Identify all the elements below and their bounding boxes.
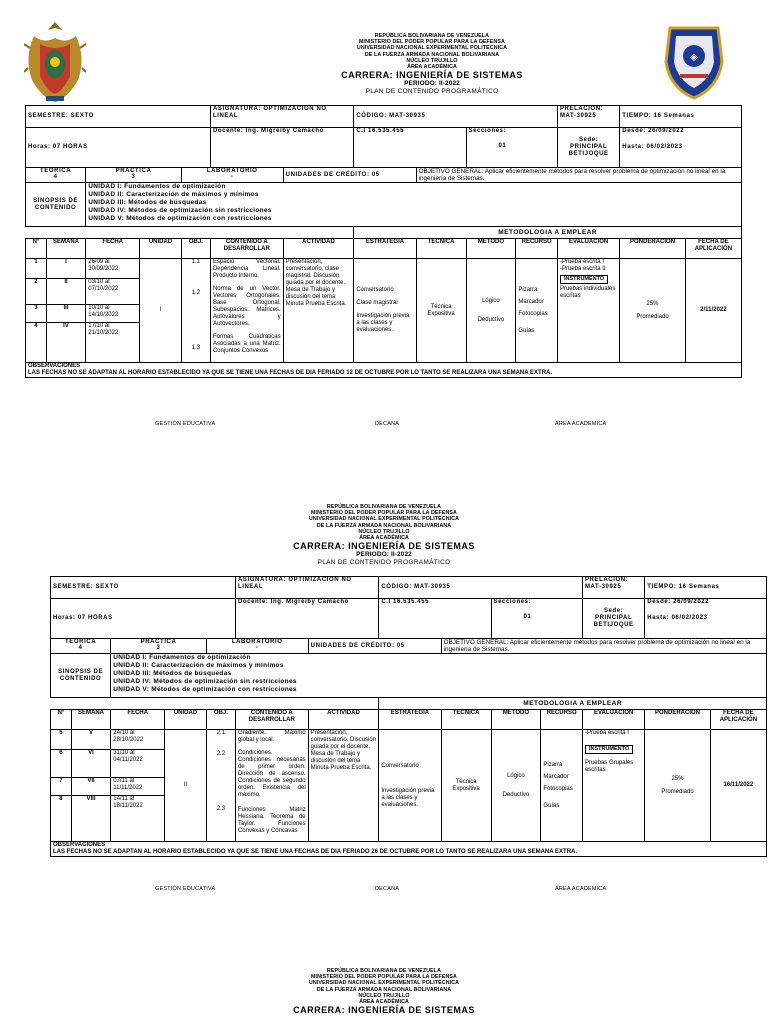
col-header: Nº <box>26 239 47 259</box>
unidad-item: UNIDAD IV: Métodos de optimización sin restricciones <box>113 678 297 685</box>
contenido-item: Espacio Vectorial. Dependencia Lineal. Producto Interno. <box>212 259 281 279</box>
row-fecha: 03/10 al 07/10/2022 <box>86 279 140 305</box>
col-header: PONDERACIÓN <box>620 239 685 259</box>
row-fecha: 26/09 al 30/09/2022 <box>86 259 140 279</box>
fechas-cell <box>645 599 767 639</box>
prelacion-cell: PRELACIÓN: MAT-30925 <box>557 106 619 128</box>
laboratorio-label: LABORATORIO <box>206 168 258 174</box>
unidad-item: UNIDAD III: Métodos de búsquedas <box>113 670 232 677</box>
observaciones-cell <box>51 842 767 857</box>
institution-header <box>0 33 768 96</box>
estrategia-item: Investigación previa a las clases y evaluaciones. <box>356 313 410 333</box>
instrumento-label: INSTRUMENTO <box>560 275 608 284</box>
practica-label: PRACTICA <box>115 168 152 174</box>
header-line: UNIVERSIDAD NACIONAL EXPERIMENTAL POLITÉCNICA <box>356 45 508 52</box>
semestre-cell: SEMESTRE: SEXTO <box>26 106 211 128</box>
row-semana: V <box>71 730 110 750</box>
row-number: 7 <box>51 778 72 796</box>
row-fecha: 10/10 al 14/10/2022 <box>86 305 140 323</box>
secciones-label: Secciones: <box>493 599 532 605</box>
tecnica-cell: Técnica Expositiva <box>441 730 491 842</box>
contenido-item: Norma de un Vector. Vectores Ortogonales. Base Ortogonal. Subespacios. Matrices. Autovalores y Autovectores. <box>212 286 281 327</box>
laboratorio-value: - <box>230 174 234 180</box>
estrategia-cell <box>379 730 441 842</box>
institution-header <box>0 504 768 567</box>
sede-cell: Sede: PRINCIPAL BETIJOQUE <box>557 128 619 168</box>
actividad-cell: Presentación, conversatorio, clase magistral. Discusión guiada por el docente. Mesa de Trabajo y discusión del tema Minuta Prueba Escrita. <box>283 259 354 363</box>
tiempo-cell: TIEMPO: 16 Semanas <box>645 577 767 599</box>
secciones-cell <box>491 599 582 639</box>
teorica-label: TEORICA <box>40 168 72 174</box>
col-header: METODO <box>466 239 516 259</box>
row-semana: I <box>46 259 85 279</box>
row-number: 4 <box>26 323 47 363</box>
sinopsis-content <box>111 654 767 698</box>
unidad-item: UNIDAD I: Fundamentos de optimización <box>88 183 226 190</box>
sinopsis-label: SINOPSIS DE CONTENIDO <box>26 183 86 227</box>
instrumento-value: Pruebas individuales escritas <box>559 286 616 299</box>
blank-cell <box>26 227 354 239</box>
estrategia-item: Investigación previa a las clases y evaluaciones. <box>381 787 435 808</box>
practica-value: 3 <box>156 645 161 651</box>
header-line: REPÚBLICA BOLIVARIANA DE VENEZUELA <box>374 33 490 39</box>
secciones-label: Secciones: <box>468 128 507 134</box>
metodologia-header: METODOLOGIA A EMPLEAR <box>354 227 742 239</box>
col-header: OBJ. <box>181 239 210 259</box>
unidad-item: UNIDAD III: Métodos de búsquedas <box>88 199 207 206</box>
obj-item: 1.3 <box>191 345 201 351</box>
header-line: ÁREA ACADÉMICA <box>407 64 457 71</box>
obj-item: 2.3 <box>216 806 226 812</box>
header-line: NÚCLEO TRUJILLO <box>358 528 410 535</box>
periodo-label: PERIODO: II-2022 <box>404 80 460 88</box>
ponderacion-value: 25% <box>671 775 684 782</box>
row-fecha: 07/11 al 11/11/2022 <box>111 778 165 796</box>
sinopsis-label: SINOPSIS DE CONTENIDO <box>51 654 111 698</box>
plan-title: PLAN DE CONTENIDO PROGRAMÁTICO <box>317 559 451 567</box>
teorica-value: 4 <box>53 174 58 180</box>
contenido-cell <box>235 730 308 842</box>
career-title: CARRERA: INGENIERÍA DE SISTEMAS <box>341 70 523 81</box>
fechas-cell <box>620 128 742 168</box>
header-line: NÚCLEO TRUJILLO <box>358 992 410 999</box>
header-line: ÁREA ACADÉMICA <box>359 535 409 542</box>
row-number: 6 <box>51 750 72 778</box>
col-header: CONTENIDO A DESARROLLAR <box>210 239 283 259</box>
estrategia-item: Conversatorio <box>381 762 419 769</box>
hasta-label: Hasta: 06/02/2023 <box>622 144 683 150</box>
col-header: FECHA <box>111 710 165 730</box>
col-header: Nº <box>51 710 72 730</box>
contenido-item: Formas Cuadráticas Asociadas a una Matriz. Conjuntos Convexos <box>212 334 281 354</box>
col-header: EVALUACIÓN <box>582 710 644 730</box>
evaluacion-cell <box>582 730 644 842</box>
creditos-cell: UNIDADES DE CRÉDITO: 05 <box>283 168 416 183</box>
recurso-cell <box>541 730 583 842</box>
recurso-item: Pizarra <box>518 286 538 293</box>
ponderacion-cell <box>645 730 710 842</box>
header-line: DE LA FUERZA ARMADA NACIONAL BOLIVARIANA <box>316 522 452 529</box>
header-line: DE LA FUERZA ARMADA NACIONAL BOLIVARIANA <box>316 986 452 993</box>
header-line: REPÚBLICA BOLIVARIANA DE VENEZUELA <box>326 504 442 510</box>
col-header: ESTRATEGIA <box>379 710 441 730</box>
objetivo-cell: OBJETIVO GENERAL: Aplicar eficientemente métodos para resolver problema de optimización no lineal en la ingeniería de Sistemas. <box>441 639 766 654</box>
semestre-cell: SEMESTRE: SEXTO <box>51 577 236 599</box>
recurso-item: Guías <box>543 802 560 809</box>
recurso-item: Fotocopias <box>518 310 548 317</box>
obj-item: 1.2 <box>191 290 201 296</box>
objetivo-cell: OBJETIVO GENERAL: Aplicar eficientemente métodos para resolver problema de optimización no lineal en la ingeniería de Sistemas. <box>416 168 741 183</box>
row-number: 2 <box>26 279 47 305</box>
unidad-cell: II <box>165 730 207 842</box>
metodo-item: Deductivo <box>502 791 530 798</box>
row-number: 1 <box>26 259 47 279</box>
metodologia-header: METODOLOGIA A EMPLEAR <box>379 698 767 710</box>
laboratorio-cell <box>206 639 308 654</box>
col-header: ACTIVIDAD <box>308 710 379 730</box>
col-header: UNIDAD <box>165 710 207 730</box>
col-header: OBJ. <box>206 710 235 730</box>
row-semana: VII <box>71 778 110 796</box>
recurso-item: Marcador <box>543 773 569 780</box>
unidad-item: UNIDAD V: Métodos de optimización con restricciones <box>113 686 297 693</box>
horas-cell: Horas: 07 HORAS <box>26 128 211 168</box>
row-semana: VIII <box>71 796 110 842</box>
signature-area: ÁREA ACADEMICA <box>555 886 607 892</box>
estrategia-item: Clase magistral <box>356 300 398 306</box>
periodo-label: PERIODO: II-2022 <box>356 551 412 559</box>
col-header: ESTRATEGIA <box>354 239 416 259</box>
career-title: CARRERA: INGENIERÍA DE SISTEMAS <box>293 541 475 552</box>
observaciones-text: LAS FECHAS NO SE ADAPTAN AL HORARIO ESTABLECIDO YA QUE SE TIENE UNA FECHAS DE DIA FERIADO 26 DE OCTUBRE POR LO TANTO SE REALIZARA UNA SEMANA EXTRA. <box>53 849 578 855</box>
col-header: RECURSO <box>541 710 583 730</box>
ci-cell: C.I 16.535.455 <box>354 128 466 168</box>
obj-cell <box>181 259 210 363</box>
row-semana: II <box>46 279 85 305</box>
svg-text:◈: ◈ <box>690 52 698 63</box>
blank-cell <box>51 698 379 710</box>
header-line: UNIVERSIDAD NACIONAL EXPERIMENTAL POLITÉCNICA <box>308 980 460 987</box>
header-line: MINISTERIO DEL PODER POPULAR PARA LA DEFENSA <box>311 510 457 517</box>
plan-table <box>50 576 767 857</box>
sede-cell: Sede: PRINCIPAL BETIJOQUE <box>582 599 644 639</box>
secciones-cell <box>466 128 557 168</box>
header-line: NÚCLEO TRUJILLO <box>406 57 458 64</box>
fecha-aplicacion-cell: 2/11/2022 <box>685 259 741 363</box>
asignatura-cell: ASIGNATURA: OPTIMIZACIÓN NO LINEAL <box>235 577 378 599</box>
recurso-item: Pizarra <box>543 761 563 768</box>
metodo-item: Deductivo <box>477 316 505 323</box>
signature-decana: DECANA <box>375 421 400 427</box>
row-fecha: 31/10 al 04/11/2022 <box>111 750 165 778</box>
col-header: FECHA <box>86 239 140 259</box>
row-number: 8 <box>51 796 72 842</box>
col-header: SEMANA <box>71 710 110 730</box>
ponderacion-label: Promediado <box>636 313 669 320</box>
unidad-item: UNIDAD IV: Métodos de optimización sin restricciones <box>88 207 272 214</box>
sinopsis-content <box>86 183 742 227</box>
ponderacion-cell <box>620 259 685 363</box>
observaciones-label: OBSERVACIONES <box>28 363 81 369</box>
practica-label: PRACTICA <box>140 639 177 645</box>
plan-title: PLAN DE CONTENIDO PROGRAMÁTICO <box>365 88 499 96</box>
row-semana: IV <box>46 323 85 363</box>
col-header: METODO <box>491 710 541 730</box>
recurso-item: Marcador <box>518 298 544 305</box>
desde-label: Desde: 26/09/2022 <box>647 599 710 605</box>
unidad-item: UNIDAD II: Caracterización de máximos y mínimos <box>88 191 259 198</box>
contenido-item: Gradiente. Máximo global y local. <box>237 730 306 743</box>
obj-item: 1.1 <box>191 259 201 265</box>
docente-cell: Docente: Ing. Migreiby Camacho <box>235 599 378 639</box>
recurso-item: Guías <box>518 327 535 334</box>
codigo-cell: CÓDIGO: MAT-30935 <box>379 577 583 599</box>
row-number: 3 <box>26 305 47 323</box>
signature-area: ÁREA ACADEMICA <box>555 421 607 427</box>
row-semana: VI <box>71 750 110 778</box>
seccion-number: 01 <box>523 614 532 620</box>
obj-item: 2.1 <box>216 730 226 736</box>
header-line: DE LA FUERZA ARMADA NACIONAL BOLIVARIANA <box>364 51 500 58</box>
unidad-cell: I <box>140 259 182 363</box>
signature-gestion: GESTIÓN EDUCATIVA <box>155 421 216 427</box>
row-fecha: 14/11 al 18/11/2022 <box>111 796 165 842</box>
col-header: TECNICA <box>416 239 466 259</box>
col-header: EVALUACIÓN <box>557 239 619 259</box>
row-fecha: 17/10 al 21/10/2022 <box>86 323 140 363</box>
obj-cell <box>206 730 235 842</box>
fecha-aplicacion-cell: 16/11/2022 <box>710 730 766 842</box>
observaciones-text: LAS FECHAS NO SE ADAPTAN AL HORARIO ESTABLECIDO YA QUE SE TIENE UNA FECHAS DE DIA FERIADO 12 DE OCTUBRE POR LO TANTO SE REALIZARA UNA SEMANA EXTRA. <box>28 370 553 376</box>
col-header: FECHA DE APLICACIÓN <box>685 239 741 259</box>
col-header: SEMANA <box>46 239 85 259</box>
contenido-cell <box>210 259 283 363</box>
unidad-item: UNIDAD V: Métodos de optimización con restricciones <box>88 215 272 222</box>
metodo-item: Lógico <box>507 772 525 779</box>
observaciones-cell <box>26 363 742 378</box>
prelacion-cell: PRELACIÓN: MAT-30925 <box>582 577 644 599</box>
teorica-value: 4 <box>78 645 83 651</box>
teorica-cell <box>26 168 86 183</box>
metodo-item: Lógico <box>482 297 500 304</box>
ponderacion-label: Promediado <box>661 788 694 795</box>
recurso-item: Fotocopias <box>543 785 573 792</box>
hasta-label: Hasta: 06/02/2023 <box>647 615 708 621</box>
horas-cell: Horas: 07 HORAS <box>51 599 236 639</box>
evaluacion-cell <box>557 259 619 363</box>
col-header: PONDERACIÓN <box>645 710 710 730</box>
col-header: RECURSO <box>516 239 558 259</box>
creditos-cell: UNIDADES DE CRÉDITO: 05 <box>308 639 441 654</box>
plan-table <box>25 105 742 378</box>
signature-decana: DECANA <box>375 886 400 892</box>
col-header: FECHA DE APLICACIÓN <box>710 710 766 730</box>
tecnica-cell: Técnica Expositiva <box>416 259 466 363</box>
instrumento-value: Pruebas Grupales escritas <box>584 760 634 773</box>
row-semana: III <box>46 305 85 323</box>
instrumento-label: INSTRUMENTO <box>585 745 633 754</box>
practica-cell <box>111 639 207 654</box>
ci-cell: C.I 16.535.455 <box>379 599 491 639</box>
teorica-label: TEORICA <box>65 639 97 645</box>
row-fecha: 24/10 al 28/10/2022 <box>111 730 165 750</box>
col-header: TECNICA <box>441 710 491 730</box>
tiempo-cell: TIEMPO: 16 Semanas <box>620 106 742 128</box>
seccion-number: 01 <box>498 143 507 149</box>
estrategia-cell <box>354 259 416 363</box>
metodo-cell <box>491 730 541 842</box>
contenido-item: Funciones Matriz Hessiana. Teorema de Taylor. Funciones Convexas y Cóncavas <box>237 807 306 834</box>
row-number: 5 <box>51 730 72 750</box>
header-line: UNIVERSIDAD NACIONAL EXPERIMENTAL POLITÉCNICA <box>308 516 460 523</box>
docente-cell: Docente: Ing. Migreiby Camacho <box>210 128 353 168</box>
header-line: ÁREA ACADÉMICA <box>359 999 409 1006</box>
header-line: MINISTERIO DEL PODER POPULAR PARA LA DEFENSA <box>359 39 505 46</box>
evaluacion-item: -Prueba escrita I <box>584 730 629 736</box>
estrategia-item: Conversatorio <box>356 287 394 293</box>
laboratorio-value: - <box>255 645 259 651</box>
teorica-cell <box>51 639 111 654</box>
col-header: ACTIVIDAD <box>283 239 354 259</box>
actividad-cell: Presentación, conversatorio, Discusión guiada por el docente. Mesa de Trabajo y discusión del tema Minuta Prueba Escrita. <box>308 730 379 842</box>
header-line: MINISTERIO DEL PODER POPULAR PARA LA DEFENSA <box>311 974 457 981</box>
obj-item: 2.2 <box>216 751 226 757</box>
col-header: UNIDAD <box>140 239 182 259</box>
career-title: CARRERA: INGENIERÍA DE SISTEMAS <box>293 1005 475 1016</box>
evaluacion-item: -Prueba escrita I <box>559 259 604 265</box>
unidad-item: UNIDAD I: Fundamentos de optimización <box>113 654 251 661</box>
metodo-cell <box>466 259 516 363</box>
header-line: REPÚBLICA BOLIVARIANA DE VENEZUELA <box>326 968 442 974</box>
laboratorio-label: LABORATORIO <box>231 639 283 645</box>
asignatura-cell: ASIGNATURA: OPTIMIZACIÓN NO LINEAL <box>210 106 353 128</box>
practica-value: 3 <box>131 174 136 180</box>
codigo-cell: CÓDIGO: MAT-30935 <box>354 106 558 128</box>
col-header: CONTENIDO A DESARROLLAR <box>235 710 308 730</box>
observaciones-label: OBSERVACIONES <box>53 842 106 848</box>
signature-gestion: GESTIÓN EDUCATIVA <box>155 886 216 892</box>
evaluacion-item: -Prueba escrita II <box>559 266 606 272</box>
ponderacion-value: 25% <box>646 300 659 307</box>
practica-cell <box>86 168 182 183</box>
institution-header <box>0 968 768 1015</box>
unidad-item: UNIDAD II: Caracterización de máximos y mínimos <box>113 662 284 669</box>
contenido-item: Condiciones. Condiciones necesarias de primer orden. Dirección de ascenso. Condiciones de segundo orden. Existencia del máximo. <box>237 750 306 798</box>
desde-label: Desde: 26/09/2022 <box>622 128 685 134</box>
recurso-cell <box>516 259 558 363</box>
laboratorio-cell <box>181 168 283 183</box>
